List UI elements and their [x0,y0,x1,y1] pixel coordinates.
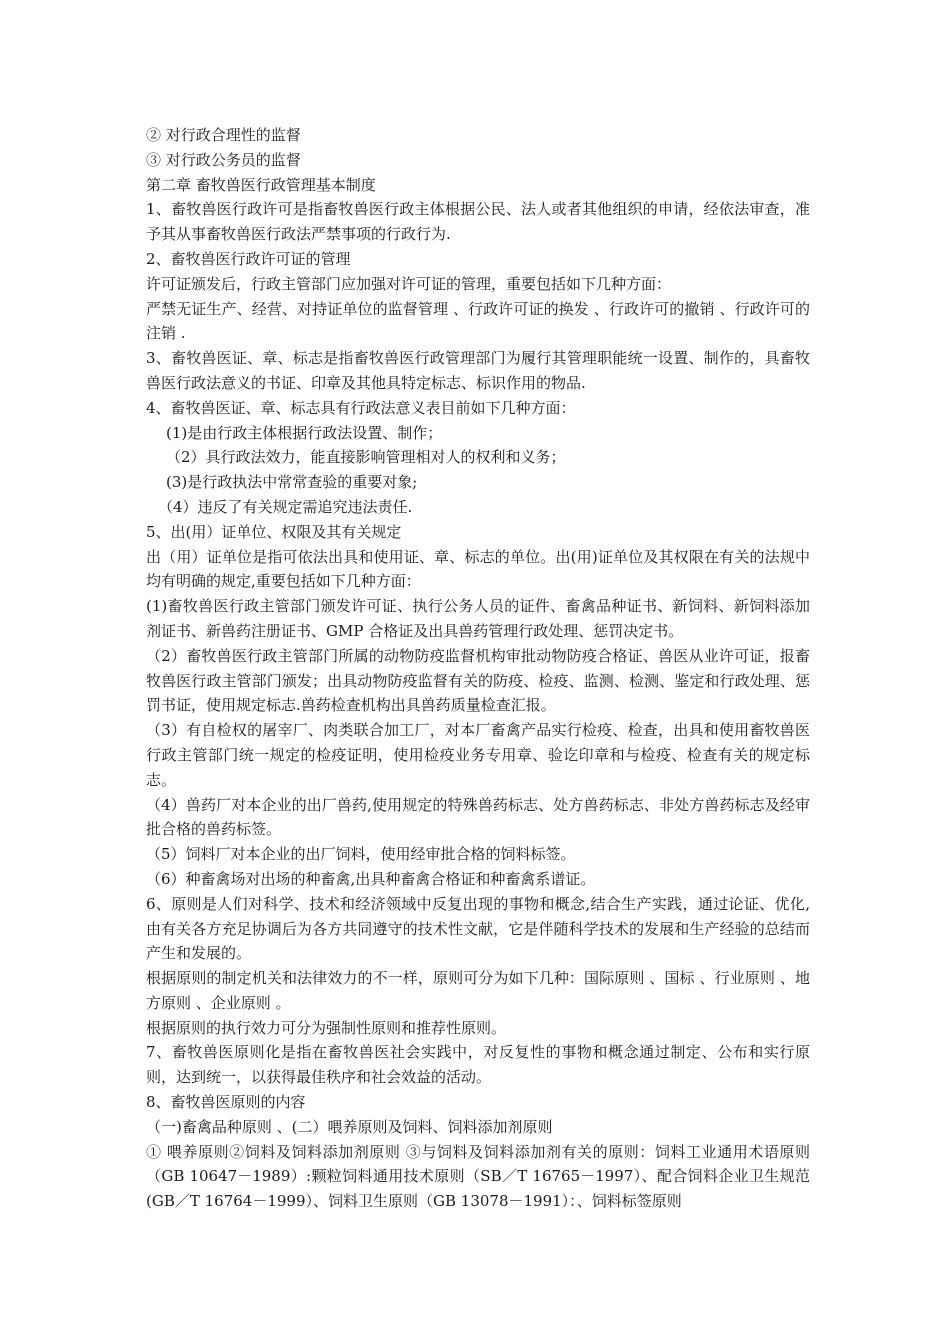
list-item-civil-servant: ③ 对行政公务员的监督 [146,150,301,169]
list-item-4-2: （2）具行政法效力，能直接影响管理相对人的权利和义务； [166,448,566,467]
paragraph-6: 6、原则是人们对科学、技术和经济领域中反复出现的事物和概念,结合生产实践，通过论证、优化,由有关各方充足协调后为各方共同遵守的技术性文献，它是伴随科学技术的发展和生产经验的总结而产生和发展的。 [146,894,810,963]
list-item-5-6: （6）种畜禽场对出场的种畜禽,出具种畜禽合格证和种畜禽系谱证。 [146,869,596,888]
list-item-admin-rationality: ② 对行政合理性的监督 [146,126,301,144]
paragraph-5-body: 出（用）证单位是指可依法出具和使用证、章、标志的单位。出(用)证单位及其权限在有关的法规中均有明确的规定,重要包括如下几种方面： [146,547,810,591]
document-page [146,123,810,1214]
list-item-4-1: (1)是由行政主体根据行政法设置、制作； [166,423,443,442]
chapter-heading: 第二章 畜牧兽医行政管理基本制度 [146,175,376,194]
list-item-5-2: （2）畜牧兽医行政主管部门所属的动物防疫监督机构审批动物防疫合格证、兽医从业许可证，报畜牧兽医行政主管部门颁发；出具动物防疫监督有关的防疫、检疫、监测、检测、鉴定和行政处理、惩罚书证，使用规定标志.兽药检查机构出具兽药质量检查汇报。 [146,646,810,715]
paragraph-3: 3、畜牧兽医证、章、标志是指畜牧兽医行政管理部门为履行其管理职能统一设置、制作的，具畜牧兽医行政法意义的书证、印章及其他具特定标志、标识作用的物品. [146,349,810,392]
paragraph-7: 7、畜牧兽医原则化是指在畜牧兽医社会实践中，对反复性的事物和概念通过制定、公布和实行原则，达到统一，以获得最佳秩序和社会效益的活动。 [146,1043,810,1087]
paragraph-license-items: 严禁无证生产、经营、对持证单位的监督管理 、行政许可证的换发 、行政许可的撤销 、行政许可的注销 . [146,299,810,343]
paragraph-2-heading: 2、畜牧兽医行政许可证的管理 [146,249,351,268]
paragraph-standard-types: 根据原则的制定机关和法律效力的不一样，原则可分为如下几种：国际原则 、国标 、行业原则 、地方原则 、企业原则 。 [146,969,810,1012]
list-item-5-1: (1)畜牧兽医行政主管部门颁发许可证、执行公务人员的证件、畜禽品种证书、新饲料、新饲料添加剂证书、新兽药注册证书、GMP 合格证及出具兽药管理行政处理、惩罚决定书。 [146,597,810,640]
paragraph-1: 1、畜牧兽医行政许可是指畜牧兽医行政主体根据公民、法人或者其他组织的申请，经依法审查，准予其从事畜牧兽医行政法严禁事项的行政行为. [146,200,810,244]
paragraph-8-sections: （一)畜禽品种原则 、(二）喂养原则及饲料、饲料添加剂原则 [146,1117,553,1136]
list-item-5-5: （5）饲料厂对本企业的出厂饲料，使用经审批合格的饲料标签。 [146,845,576,864]
paragraph-8-details: ① 喂养原则②饲料及饲料添加剂原则 ③与饲料及饲料添加剂有关的原则：饲料工业通用术语原则（GB 10647－1989）:颗粒饲料通用技术原则（SB／T 16765－1997）、配合饲料企业卫生规范(GB／T 16764－1999）、饲料卫生原则（GB 13078－1991）：、饲料标签原则 [146,1142,810,1211]
list-item-4-4: （4）违反了有关规定需追究违法责任. [158,497,413,516]
paragraph-license-management: 许可证颁发后，行政主管部门应加强对许可证的管理，重要包括如下几种方面： [146,274,672,293]
list-item-4-3: (3)是行政执法中常常查验的重要对象; [166,473,418,492]
list-item-5-4: （4）兽药厂对本企业的出厂兽药,使用规定的特殊兽药标志、处方兽药标志、非处方兽药标志及经审批合格的兽药标签。 [146,795,810,839]
paragraph-5-heading: 5、出(用）证单位、权限及其有关规定 [146,522,402,541]
paragraph-4: 4、畜牧兽医证、章、标志具有行政法意义表目前如下几种方面： [146,398,576,417]
paragraph-8-heading: 8、畜牧兽医原则的内容 [146,1093,306,1112]
list-item-5-3: （3）有自检权的屠宰厂、肉类联合加工厂，对本厂畜禽产品实行检疫、检查，出具和使用畜牧兽医行政主管部门统一规定的检疫证明，使用检疫业务专用章、验讫印章和与检疫、检查有关的规定标志。 [146,721,810,789]
paragraph-standard-effect: 根据原则的执行效力可分为强制性原则和推荐性原则。 [146,1018,507,1037]
